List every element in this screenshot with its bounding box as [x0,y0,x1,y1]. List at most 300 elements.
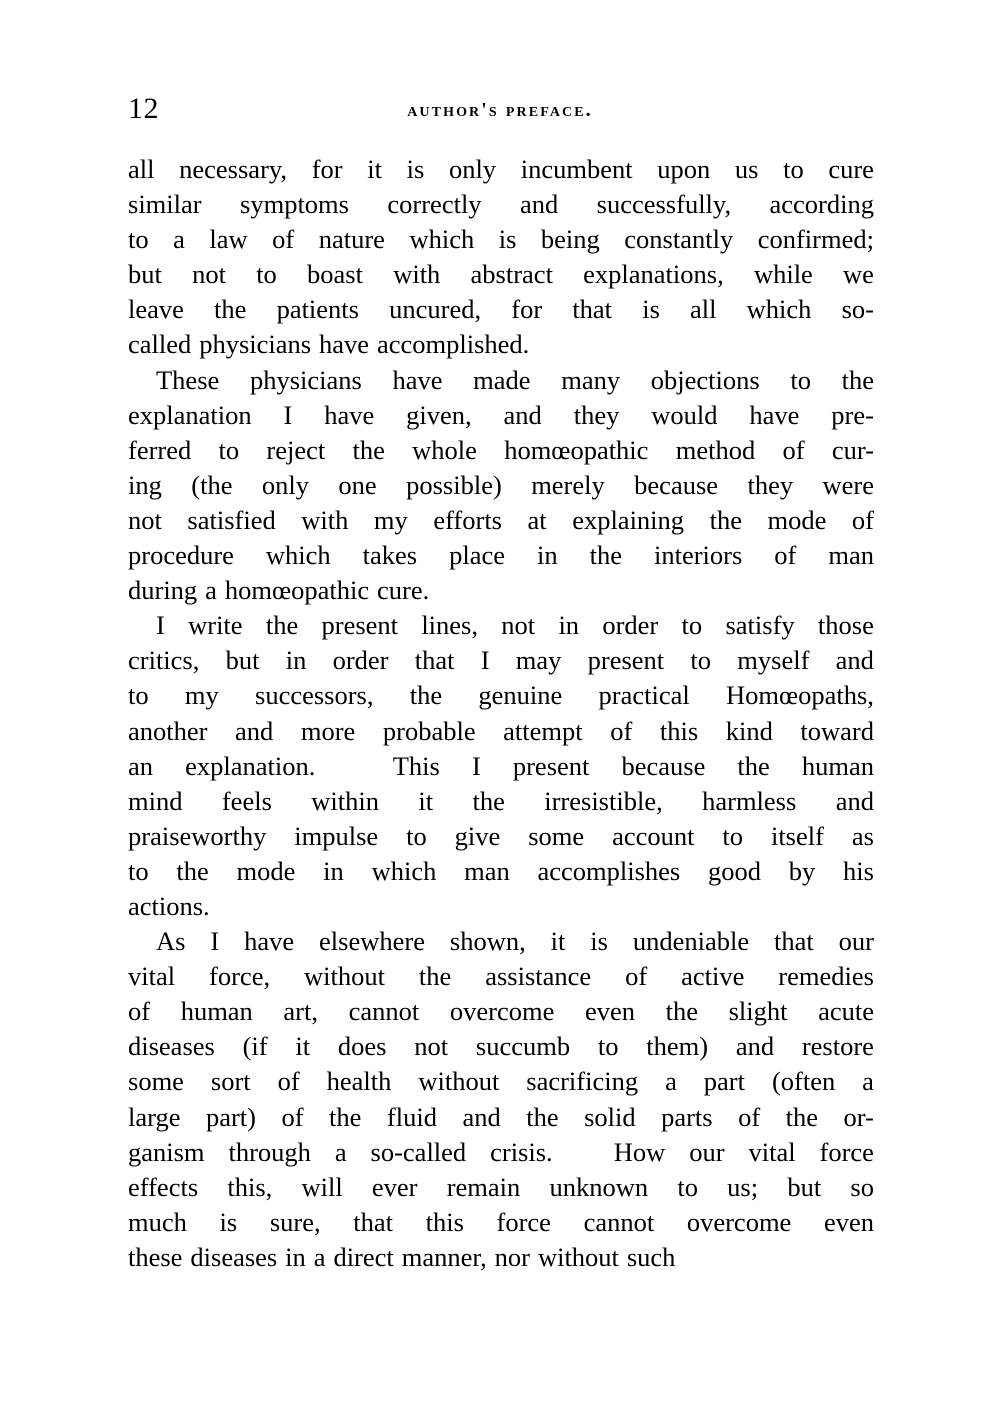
word: explaining [572,504,685,535]
paragraph [128,608,874,924]
word: according [769,189,874,220]
word: it [295,1031,311,1062]
word: restore [801,1031,874,1062]
text-line [128,643,874,678]
word: These [156,364,220,395]
word: because [634,469,719,500]
word: itself [770,820,824,851]
word: of [782,434,805,465]
word: force [496,1206,551,1237]
word: I [471,750,481,781]
word: to [790,364,811,395]
word: not [192,259,226,290]
word: the [526,1101,559,1132]
body-text-block [128,152,874,1275]
running-head [128,92,872,128]
word: actions. [128,890,210,921]
word: genuine [478,680,563,711]
word: man [828,540,874,571]
word: which [265,540,331,571]
word: and [835,645,874,676]
word: cannot [583,1206,655,1237]
word: is [406,154,425,184]
word: fluid [386,1101,437,1132]
word: satisfy [725,610,795,641]
word: ganism [128,1136,205,1167]
word: ever [371,1171,418,1202]
word: a [205,575,217,606]
word: but [787,1171,822,1202]
text-line [128,959,874,994]
word: objections [650,364,760,395]
word: nor [494,1241,530,1272]
text-line [128,573,874,608]
word: some [528,820,585,851]
word: or- [843,1101,874,1132]
word: necessary, [179,154,288,184]
word: This [392,750,440,781]
word: patients [276,294,359,325]
word: part [703,1066,745,1097]
text-line [128,608,874,643]
word: to [256,259,277,290]
word: with [393,259,441,290]
word: I [480,645,490,676]
word: they [747,469,794,500]
word: explanation. [185,750,316,781]
paragraph [128,152,874,363]
word: but [128,259,162,290]
text-line [128,1100,874,1135]
word: during [128,575,198,606]
word: so-called [370,1136,467,1167]
text-line [128,187,874,222]
word: without [304,961,385,992]
word: explanation [128,399,252,430]
word: and [235,715,274,746]
word: which [746,294,812,325]
word: which [371,855,437,886]
word: homœopathic [504,434,649,465]
word: to [690,645,712,676]
word: impulse [294,820,379,851]
word: the [709,504,742,535]
word: this [659,715,699,746]
text-line [128,924,874,959]
word: diseases [128,1031,215,1062]
word: called [128,329,192,360]
word: feels [221,785,272,816]
word: would [651,399,718,430]
word: not [414,1031,449,1062]
word: probable [382,715,476,746]
word: succumb [475,1031,571,1062]
word: in [558,610,580,641]
word: as [851,820,874,851]
text-line [128,1240,874,1275]
word: the [214,294,247,325]
word: all [690,294,717,325]
word: to [218,434,240,465]
word: to [406,820,427,851]
word: another [128,715,208,746]
word: in [285,1241,306,1272]
text-line [128,433,874,468]
text-line [128,327,874,362]
word: satisfied [187,504,276,535]
word: that [353,1206,393,1237]
text-line [128,678,874,713]
word: the [352,434,385,465]
word: cur- [831,434,874,465]
word: a [313,1241,326,1272]
word: more [300,715,356,746]
word: such [626,1241,676,1272]
word: practical [598,680,690,711]
word: acute [818,996,874,1027]
text-line [128,1205,874,1240]
word: of [610,715,633,746]
text-line [128,749,874,784]
word: man [464,855,510,886]
word: takes [362,540,418,571]
word: have [319,329,370,360]
word: cannot [348,996,420,1027]
word: physicians [249,364,362,395]
word: merely [531,469,605,500]
word: leave [128,294,184,325]
word: may [515,645,562,676]
word: solid [584,1101,636,1132]
word: manner, [401,1241,487,1272]
word: ferred [128,434,192,465]
word: of [272,224,295,255]
word: even [823,1206,874,1237]
word: by [788,855,816,886]
word: human [801,750,874,781]
text-line [128,819,874,854]
word: vital [128,961,176,992]
word: of [277,1066,300,1097]
word: my [373,504,408,535]
word: of [851,504,874,535]
word: (often [771,1066,836,1097]
word: symptoms [240,189,349,220]
word: explanations, [583,259,724,290]
word: successfully, [596,189,732,220]
word: present [321,610,399,641]
word: of [738,1101,761,1132]
word: for [511,294,543,325]
word: to [128,855,149,886]
text-line [128,222,874,257]
word: that [572,294,613,325]
word: harmless [702,785,797,816]
word: this, [227,1171,273,1202]
word: a [173,224,185,255]
text-line [128,257,874,292]
text-line [128,1029,874,1064]
word: of [625,961,648,992]
word: confirmed; [757,224,874,255]
word: us [734,154,759,184]
word: much [128,1206,187,1237]
word: direct [333,1241,394,1272]
text-line [128,1064,874,1099]
word: and [462,1101,501,1132]
word: sort [210,1066,251,1097]
word: in [537,540,558,571]
word: but [225,645,260,676]
word: the [665,996,698,1027]
word: active [681,961,745,992]
word: the [472,785,505,816]
word: remain [446,1171,521,1202]
text-line [128,468,874,503]
word: elsewhere [319,926,425,957]
word: mode [236,855,296,886]
word: with [301,504,349,535]
word: these [128,1241,183,1272]
word: because [621,750,706,781]
word: of [774,540,797,571]
word: it [418,785,434,816]
word: crisis. [490,1136,553,1167]
word: law [209,224,248,255]
word: procedure [128,540,234,571]
word: How [613,1136,666,1167]
word: is [498,224,517,255]
word: our [838,926,874,957]
word: assistance [485,961,592,992]
paragraph [128,924,874,1275]
word: have [749,399,800,430]
word: health [326,1066,392,1097]
word: my [184,680,219,711]
word: even [584,996,635,1027]
word: attempt [503,715,583,746]
word: shown, [449,926,526,957]
word: us; [727,1171,759,1202]
word: sacrificing [526,1066,639,1097]
word: toward [800,715,874,746]
text-line [128,889,874,924]
word: is [219,1206,238,1237]
word: write [188,610,243,641]
word: successors, [255,680,374,711]
word: some [128,1066,184,1097]
word: to [681,610,703,641]
word: a [665,1066,677,1097]
word: method [675,434,756,465]
word: parts [661,1101,713,1132]
word: to [783,154,804,184]
word: praiseworthy [128,820,267,851]
word: force [819,1136,874,1167]
word: and [735,1031,775,1062]
word: large [128,1101,181,1132]
word: undeniable [632,926,750,957]
word: of [281,1101,304,1132]
word: critics, [128,645,200,676]
text-line [128,538,874,573]
word: an [128,750,154,781]
word: interiors [653,540,743,571]
word: the [329,1101,362,1132]
word: a [334,1136,347,1167]
word: unknown [549,1171,649,1202]
word: all [128,154,155,184]
word: made [473,364,531,395]
text-line [128,292,874,327]
word: accomplishes [537,855,681,886]
word: to [128,224,149,255]
text-line [128,1135,874,1170]
word: myself [737,645,810,676]
word: As [156,926,186,957]
word: which [409,224,475,255]
word: will [301,1171,343,1202]
word: sure, [269,1206,321,1237]
word: Homœopaths, [725,680,874,711]
word: reject [266,434,326,465]
word: order [602,610,659,641]
word: through [228,1136,311,1167]
text-line [128,152,874,187]
word: the [589,540,622,571]
word: mind [128,785,183,816]
word: have [324,399,375,430]
word: uncured, [389,294,482,325]
text-line [128,503,874,538]
word: not [128,504,162,535]
word: possible) [406,469,502,500]
word: irresistible, [544,785,663,816]
word: nature [318,224,385,255]
word: give [454,820,501,851]
word: the [176,855,209,886]
word: force, [209,961,271,992]
word: to [677,1171,698,1202]
word: only [261,469,310,500]
word: a [862,1066,874,1097]
word: many [561,364,621,395]
word: (the [191,469,233,500]
word: remedies [778,961,874,992]
word: overcome [449,996,555,1027]
word: they [573,399,620,430]
text-line [128,784,874,819]
word: accomplished. [376,329,530,360]
word: I [210,926,220,957]
text-line [128,714,874,749]
word: is [590,926,608,957]
word: part) [205,1101,256,1132]
word: boast [307,259,363,290]
word: human [180,996,253,1027]
word: to [722,820,744,851]
word: in [285,645,307,676]
running-head-title: author's preface. [407,99,593,121]
text-line [128,398,874,433]
word: them) [646,1031,709,1062]
word: the [265,610,299,641]
word: incumbent [520,154,633,184]
word: place [449,540,506,571]
word: his [843,855,874,886]
word: not [501,610,536,641]
word: and [835,785,874,816]
word: the [418,961,452,992]
word: is [642,294,660,325]
word: and [503,399,542,430]
word: within [311,785,379,816]
word: this [425,1206,464,1237]
word: good [708,855,762,886]
word: lines, [421,610,478,641]
paragraph [128,363,874,609]
word: without [537,1241,619,1272]
word: similar [128,189,202,220]
word: it [550,926,566,957]
word: so [850,1171,874,1202]
word: homœopathic [224,575,370,606]
word: the [737,750,770,781]
word: I [156,610,165,641]
word: account [612,820,695,851]
word: to [597,1031,619,1062]
word: pre- [831,399,874,430]
word: those [817,610,874,641]
word: one [338,469,377,500]
word: being [540,224,600,255]
page-number: 12 [128,92,159,125]
word: ing [128,469,162,500]
word: that [414,645,455,676]
word: overcome [686,1206,792,1237]
word: upon [657,154,711,184]
word: without [418,1066,500,1097]
word: have [244,926,295,957]
word: were [822,469,874,500]
word: mode [767,504,827,535]
word: cure [828,154,874,184]
word: it [367,154,382,184]
word: slight [728,996,788,1027]
word: whole [412,434,477,465]
word: for [311,154,343,184]
word: of [128,996,151,1027]
word: art, [283,996,318,1027]
word-space [577,1135,590,1170]
word: the [785,1101,819,1132]
word: effects [128,1171,199,1202]
word: efforts [433,504,502,535]
word: diseases [190,1241,278,1272]
word: cure. [377,575,430,606]
word: I [283,399,293,430]
word: constantly [624,224,734,255]
text-line [128,1170,874,1205]
word: correctly [387,189,482,220]
word: vital [748,1136,796,1167]
word: the [841,364,874,395]
text-line [128,994,874,1029]
word: present [512,750,590,781]
word: at [527,504,547,535]
word: only [448,154,497,184]
word: abstract [470,259,553,290]
